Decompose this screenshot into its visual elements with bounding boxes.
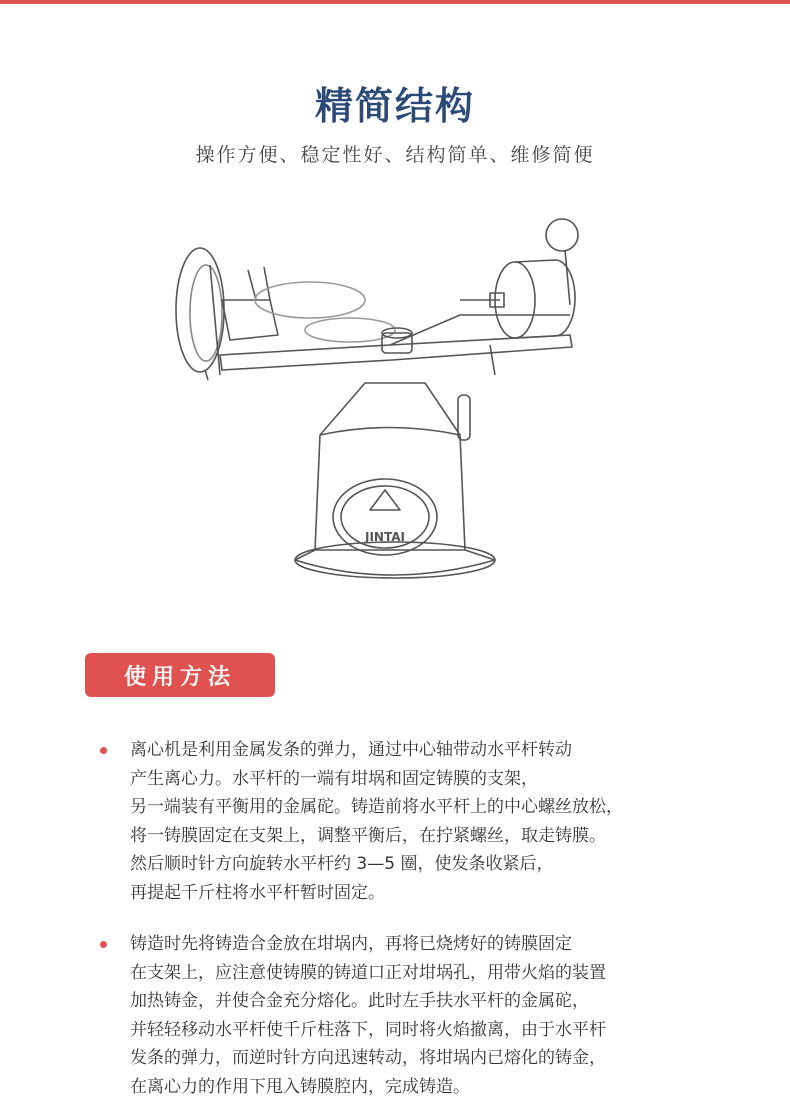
paragraph-line: 产生离心力。水平杆的一端有坩埚和固定铸膜的支架， bbox=[130, 768, 538, 789]
paragraph-1 bbox=[100, 736, 740, 908]
paragraph-line: 发条的弹力，而逆时针方向迅速转动，将坩埚内已熔化的铸金， bbox=[130, 1048, 606, 1069]
page-title: 精简结构 bbox=[314, 84, 475, 128]
paragraph-line: 再提起千斤柱将水平杆暂时固定。 bbox=[130, 882, 385, 903]
centrifuge-illustration bbox=[160, 205, 620, 605]
paragraph-2 bbox=[100, 930, 740, 1102]
section-badge: 使用方法 bbox=[85, 653, 275, 697]
bullet-dot bbox=[100, 941, 107, 948]
paragraph-line: 并轻轻移动水平杆使千斤柱落下，同时将火焰撤离，由于水平杆 bbox=[130, 1019, 606, 1040]
bullet-dot bbox=[100, 747, 107, 754]
paragraph-line: 加热铸金，并使合金充分熔化。此时左手扶水平杆的金属砣， bbox=[130, 991, 589, 1012]
paragraph-line: 离心机是利用金属发条的弹力，通过中心轴带动水平杆转动 bbox=[130, 740, 572, 760]
paragraph-line: 另一端装有平衡用的金属砣。铸造前将水平杆上的中心螺丝放松， bbox=[130, 797, 623, 818]
top-accent-bar bbox=[0, 0, 790, 4]
paragraph-line: 将一铸膜固定在支架上，调整平衡后，在拧紧螺丝，取走铸膜。 bbox=[130, 825, 606, 846]
paragraph-line: 在支架上，应注意使铸膜的铸道口正对坩埚孔，用带火焰的装置 bbox=[130, 962, 606, 983]
brand-logo-text: JINTAI bbox=[365, 530, 405, 544]
paragraph-line: 铸造时先将铸造合金放在坩埚内，再将已烧烤好的铸膜固定 bbox=[130, 934, 572, 954]
paragraph-line: 在离心力的作用下甩入铸膜腔内，完成铸造。 bbox=[130, 1076, 470, 1097]
page-subtitle: 操作方便、稳定性好、结构简单、维修简便 bbox=[195, 144, 595, 166]
paragraph-line: 然后顺时针方向旋转水平杆约 3—5 圈，使发条收紧后， bbox=[130, 854, 554, 875]
